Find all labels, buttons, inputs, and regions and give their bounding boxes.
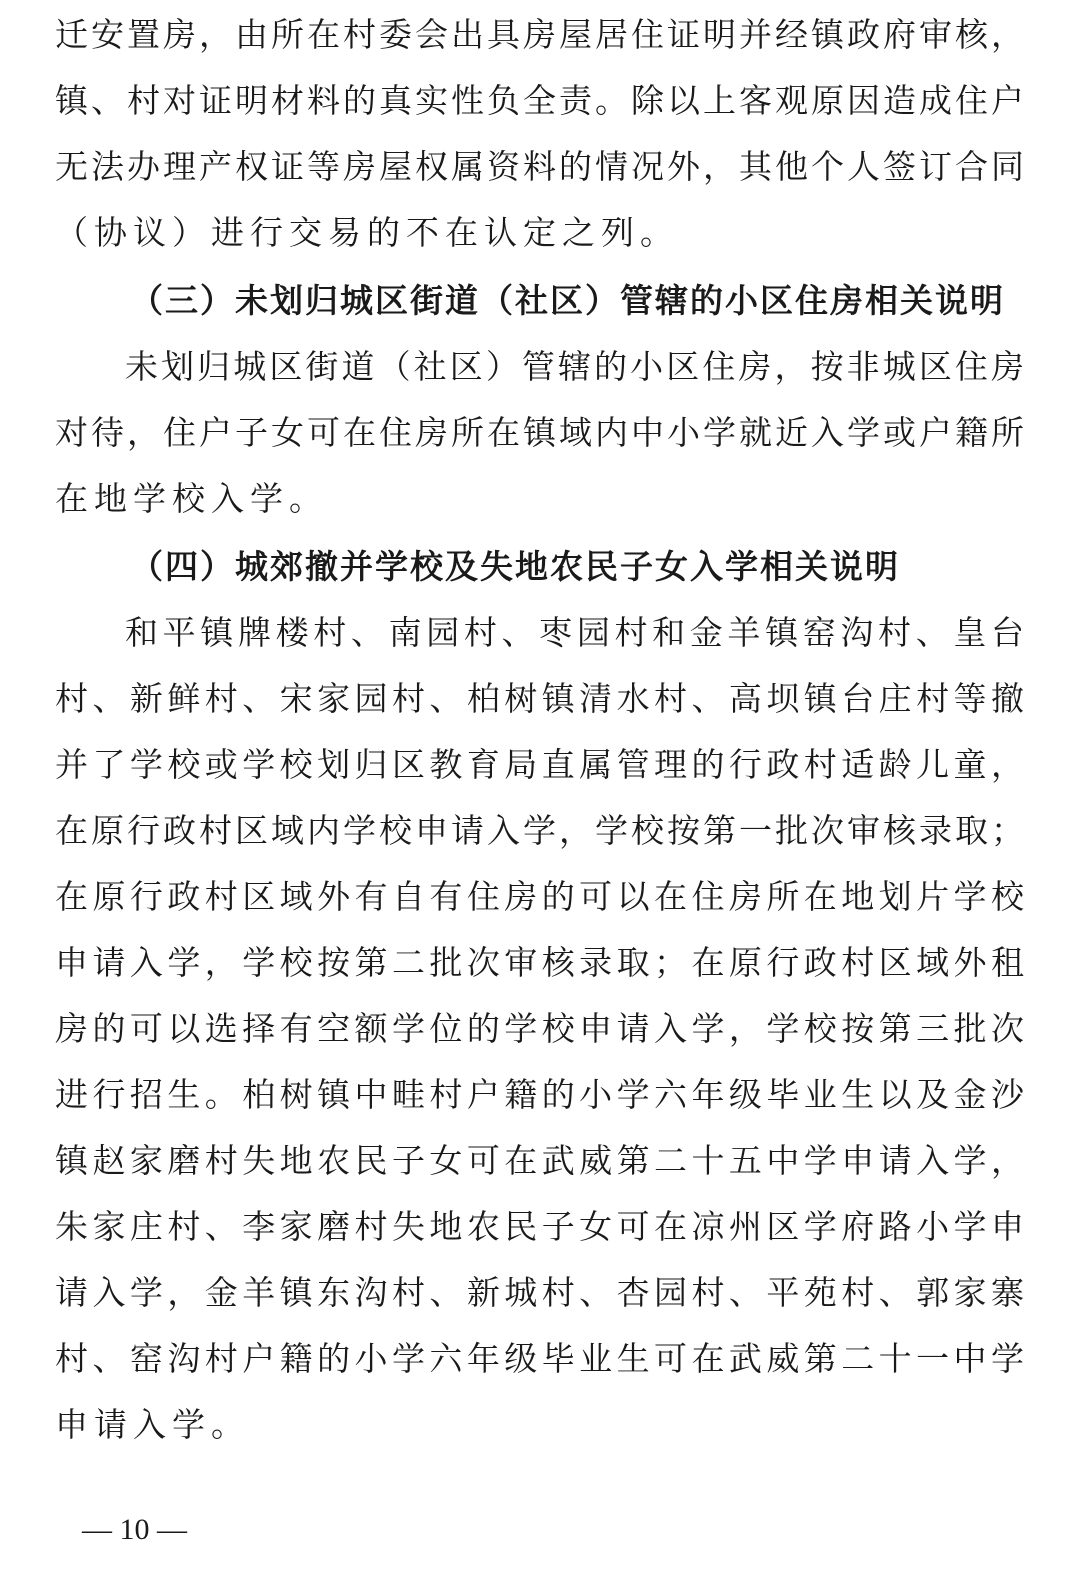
paragraph-line: 房的可以选择有空额学位的学校申请入学，学校按第三批次	[55, 1009, 1025, 1048]
paragraph-line: 在原行政村区域内学校申请入学，学校按第一批次审核录取；	[55, 811, 1025, 850]
section-heading-4: （四）城郊撤并学校及失地农民子女入学相关说明	[130, 547, 900, 586]
section-heading-3: （三）未划归城区街道（社区）管辖的小区住房相关说明	[130, 281, 1005, 320]
paragraph-line: 对待，住户子女可在住房所在镇域内中小学就近入学或户籍所	[55, 413, 1025, 452]
paragraph-line: 村、新鲜村、宋家园村、柏树镇清水村、高坝镇台庄村等撤	[55, 679, 1025, 718]
paragraph-line: 申请入学。	[55, 1405, 250, 1444]
paragraph-line: 申请入学，学校按第二批次审核录取；在原行政村区域外租	[55, 943, 1025, 982]
paragraph-line: 和平镇牌楼村、南园村、枣园村和金羊镇窑沟村、皇台	[125, 613, 1025, 652]
paragraph-line: （协议）进行交易的不在认定之列。	[55, 213, 679, 252]
paragraph-line: 迁安置房，由所在村委会出具房屋居住证明并经镇政府审核，	[55, 15, 1025, 54]
page-number: — 10 —	[82, 1513, 187, 1546]
paragraph-line: 镇、村对证明材料的真实性负全责。除以上客观原因造成住户	[55, 81, 1025, 120]
paragraph-line: 镇赵家磨村失地农民子女可在武威第二十五中学申请入学，	[55, 1141, 1025, 1180]
paragraph-line: 无法办理产权证等房屋权属资料的情况外，其他个人签订合同	[55, 147, 1025, 186]
paragraph-line: 在地学校入学。	[55, 479, 328, 518]
paragraph-line: 未划归城区街道（社区）管辖的小区住房，按非城区住房	[125, 347, 1025, 386]
paragraph-line: 进行招生。柏树镇中畦村户籍的小学六年级毕业生以及金沙	[55, 1075, 1025, 1114]
paragraph-line: 并了学校或学校划归区教育局直属管理的行政村适龄儿童，	[55, 745, 1025, 784]
paragraph-line: 请入学，金羊镇东沟村、新城村、杏园村、平苑村、郭家寨	[55, 1273, 1025, 1312]
paragraph-line: 村、窑沟村户籍的小学六年级毕业生可在武威第二十一中学	[55, 1339, 1025, 1378]
paragraph-line: 在原行政村区域外有自有住房的可以在住房所在地划片学校	[55, 877, 1025, 916]
paragraph-line: 朱家庄村、李家磨村失地农民子女可在凉州区学府路小学申	[55, 1207, 1025, 1246]
